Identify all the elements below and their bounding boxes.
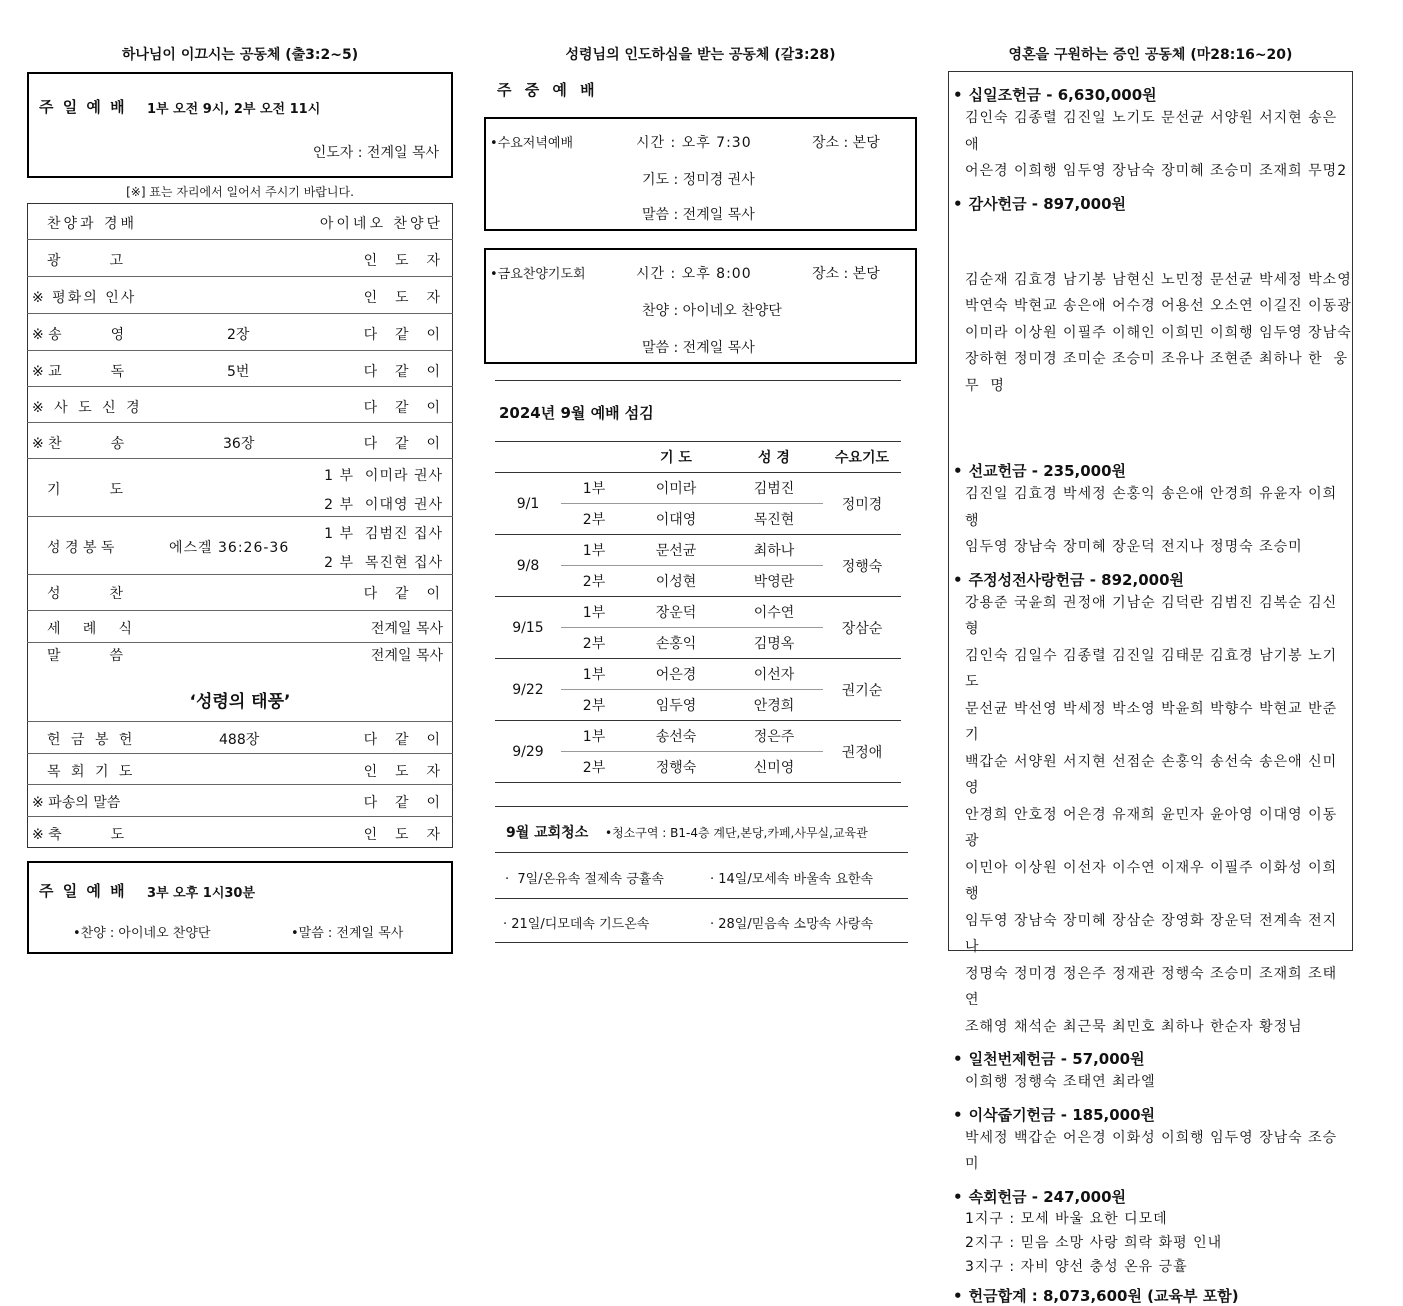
offering-total: • 헌금합계 : 8,073,600원 (교육부 포함) xyxy=(953,1285,1348,1306)
offering-class-head: • 속회헌금 - 247,000원 xyxy=(953,1186,1348,1207)
cleaning-week-3: · 21일/디모데속 기드온속 xyxy=(503,917,650,932)
roster-header-prayer: 기 도 xyxy=(627,442,725,473)
friday-service-box xyxy=(484,248,917,364)
third-service-label: 주 일 예 배 xyxy=(39,882,127,900)
order-row: ※ 교 독 5번 다 같 이 xyxy=(27,351,453,387)
sunday-worship-box xyxy=(27,72,453,178)
divider xyxy=(495,852,908,853)
order-row: ※ 송 영 2장 다 같 이 xyxy=(27,314,453,351)
order-row: 세 례 식 전계일 목사 xyxy=(27,611,453,643)
offering-sanctuary-head: • 주정성전사랑헌금 - 892,000원 xyxy=(953,569,1348,590)
wednesday-place: 장소 : 본당 xyxy=(812,135,880,151)
third-service-box xyxy=(27,861,453,954)
middle-column-title: 성령님의 인도하심을 받는 공동체 (갈3:28) xyxy=(565,47,836,63)
wednesday-word: 말씀 : 전계일 목사 xyxy=(642,207,755,223)
friday-place: 장소 : 본당 xyxy=(812,266,880,282)
roster-row: 9/1 1부 이미라 김범진 정미경 xyxy=(495,473,901,504)
sunday-leader: 인도자 : 전계일 목사 xyxy=(312,145,439,161)
order-row: 광 고 인 도 자 xyxy=(27,240,453,277)
order-row-prayer: 기 도 1 부 이미라 권사 2 부 이대영 권사 xyxy=(27,459,453,517)
sermon-title: ‘성령의 태풍’ xyxy=(189,692,291,712)
order-row: ※ 찬 송 36장 다 같 이 xyxy=(27,423,453,459)
order-row: 찬양과 경배 아이네오 찬양단 xyxy=(27,203,453,240)
roster-header-wed: 수요기도 xyxy=(823,442,901,473)
roster-row: 2부 임두영 안경희 xyxy=(495,690,901,721)
friday-name: •금요찬양기도회 xyxy=(490,267,586,282)
offering-sanctuary-names: 강용준 국윤희 권정애 기남순 김덕란 김범진 김복순 김신형 김인숙 김일수 김종렬 김진일 김태문 김효경 남기봉 노기도 문선균 박선영 박세정 박소영 박윤희 박향수 박현교 반준기 백갑순 서양원 서지현 선점순 손홍익 송선숙 송은애 신미영 안경희 안호정 어은경 유재희 윤민자 윤아영 이대영 이동광 이민아 이상원 이선자 이수연 이재우 이필주 이화성 이희행 임두영 장남숙 장미혜 장삼순 장영화 장운덕 전계속 전지나 정명숙 정미경 정은주 정재관 정행숙 조승미 조재희 조태연 조해영 채석순 최근묵 최민호 최하나 한순자 황정님 xyxy=(965,594,1338,1035)
order-row: ※ 축 도 인 도 자 xyxy=(32,827,443,843)
wednesday-prayer: 기도 : 정미경 권사 xyxy=(642,172,755,188)
offering-mission-head: • 선교헌금 - 235,000원 xyxy=(953,460,1348,481)
roster-row: 9/22 1부 어은경 이선자 권기순 xyxy=(495,659,901,690)
cleaning-week-2: · 14일/모세속 바울속 요한속 xyxy=(710,872,874,887)
divider xyxy=(495,380,901,381)
offering-gleaning-names: 박세정 백갑순 어은경 이화성 이희행 임두영 장남숙 조승미 xyxy=(965,1129,1338,1172)
divider xyxy=(495,806,908,807)
cleaning-week-4: · 28일/믿음속 소망속 사랑속 xyxy=(710,917,874,932)
service-roster-table xyxy=(495,441,901,783)
order-row: ※ 평화의 인사 인 도 자 xyxy=(27,277,453,314)
roster-row: 2부 이대영 목진현 xyxy=(495,504,901,535)
order-row: 목 회 기 도 인 도 자 xyxy=(27,754,453,785)
order-row: 성 찬 다 같 이 xyxy=(27,575,453,611)
order-row: ※ 파송의 말씀 다 같 이 xyxy=(27,785,453,817)
standing-notice: [※] 표는 자리에서 일어서 주시기 바랍니다. xyxy=(126,185,354,199)
friday-time: 시간 : 오후 8:00 xyxy=(636,266,752,282)
third-service-word: •말씀 : 전계일 목사 xyxy=(291,926,404,941)
offering-thousand-head: • 일천번제헌금 - 57,000원 xyxy=(953,1048,1348,1069)
cleaning-title: 9월 교회청소 xyxy=(506,825,589,841)
roster-row: 9/8 1부 문선균 최하나 정행숙 xyxy=(495,535,901,566)
roster-row: 9/29 1부 송선숙 정은주 권정애 xyxy=(495,721,901,752)
third-service-praise: •찬양 : 아이네오 찬양단 xyxy=(73,926,211,941)
roster-title: 2024년 9월 예배 섬김 xyxy=(499,404,654,422)
wednesday-time: 시간 : 오후 7:30 xyxy=(636,135,752,151)
order-row: 헌 금 봉 헌 488장 다 같 이 xyxy=(27,722,453,754)
offering-thanks-names: 김순재 김효경 남기봉 남현신 노민정 문선균 박세정 박소영 박연숙 박현교 송은애 어수경 어용선 오소연 이길진 이동광 이미라 이상원 이필주 이해인 이희민 이희행 임두영 장남숙 장하현 정미경 조미순 조승미 조유나 조현준 최하나 한 웅 무 명 xyxy=(965,271,1352,394)
roster-row: 2부 정행숙 신미영 xyxy=(495,752,901,783)
sunday-worship-time: 1부 오전 9시, 2부 오전 11시 xyxy=(147,102,321,117)
divider xyxy=(495,942,908,943)
sunday-worship-label: 주 일 예 배 xyxy=(39,98,127,116)
offerings-box xyxy=(948,71,1353,1305)
friday-praise: 찬양 : 아이네오 찬양단 xyxy=(642,303,782,319)
roster-row: 9/15 1부 장운덕 이수연 장삼순 xyxy=(495,597,901,628)
friday-word: 말씀 : 전계일 목사 xyxy=(642,340,755,356)
order-row-reading: 성 경 봉 독 에스겔 36:26-36 1 부 김범진 집사 2 부 목진현 집사 xyxy=(27,517,453,575)
divider xyxy=(495,898,908,899)
roster-header-bible: 성 경 xyxy=(725,442,823,473)
cleaning-area: •청소구역 : B1-4층 계단,본당,카페,사무실,교육관 xyxy=(605,826,868,840)
order-list xyxy=(27,203,453,848)
order-row-sermon: 말 씀 전계일 목사 ‘성령의 태풍’ xyxy=(27,643,453,722)
wednesday-name: •수요저녁예배 xyxy=(490,136,574,151)
offering-thanks-head: • 감사헌금 - 897,000원 xyxy=(953,193,1348,214)
cleaning-week-1: · 7일/온유속 절제속 긍휼속 xyxy=(505,872,664,887)
right-column-title: 영혼을 구원하는 증인 공동체 (마28:16~20) xyxy=(1008,47,1293,63)
wednesday-service-box xyxy=(484,117,917,231)
offering-class-names: 1지구 : 모세 바울 요한 디모데 2지구 : 믿음 소망 사랑 희락 화평 인내 3지구 : 자비 양선 충성 온유 긍휼 xyxy=(965,1210,1223,1275)
offering-tithe-names: 김인숙 김종렬 김진일 노기도 문선균 서양원 서지현 송은애 어은경 이희행 임두영 장남숙 장미혜 조승미 조재희 무명2 xyxy=(965,110,1348,179)
roster-row: 2부 손홍익 김명옥 xyxy=(495,628,901,659)
offering-tithe-head: • 십일조헌금 - 6,630,000원 xyxy=(953,84,1348,105)
roster-row: 2부 이성현 박영란 xyxy=(495,566,901,597)
left-column-title: 하나님이 이끄시는 공동체 (출3:2~5) xyxy=(121,47,359,63)
offering-thousand-names: 이희행 정행숙 조태연 최라엘 xyxy=(965,1074,1156,1090)
order-row: ※ 사 도 신 경 다 같 이 xyxy=(27,387,453,423)
midweek-label: 주 중 예 배 xyxy=(497,81,599,99)
third-service-time: 3부 오후 1시30분 xyxy=(147,886,256,901)
offering-mission-names: 김진일 김효경 박세정 손홍익 송은애 안경희 유윤자 이희행 임두영 장남숙 장미혜 장운덕 전지나 정명숙 조승미 xyxy=(965,486,1338,555)
offering-gleaning-head: • 이삭줍기헌금 - 185,000원 xyxy=(953,1104,1348,1125)
